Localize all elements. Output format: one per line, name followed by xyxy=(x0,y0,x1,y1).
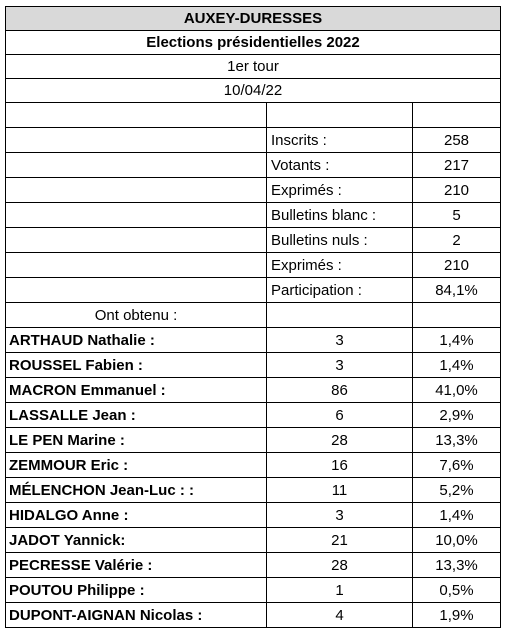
candidate-name: ZEMMOUR Eric : xyxy=(6,453,267,477)
stat-row xyxy=(5,278,501,303)
candidate-row xyxy=(5,578,501,603)
candidate-name: PECRESSE Valérie : xyxy=(6,553,267,577)
blank-cell xyxy=(6,103,267,127)
round-label: 1er tour xyxy=(227,58,279,75)
candidate-votes: 86 xyxy=(267,378,413,402)
candidate-name: ROUSSEL Fabien : xyxy=(6,353,267,377)
stat-row xyxy=(5,228,501,253)
stat-label: Votants : xyxy=(267,153,413,177)
header-row-round xyxy=(5,55,501,79)
candidate-votes: 6 xyxy=(267,403,413,427)
candidate-percent: 13,3% xyxy=(435,556,478,574)
blank-cell xyxy=(6,153,267,177)
candidate-percent: 41,0% xyxy=(435,381,478,399)
stat-value: 84,1% xyxy=(435,281,478,299)
stat-row xyxy=(5,128,501,153)
stat-value: 258 xyxy=(443,131,470,149)
candidate-name: MACRON Emmanuel : xyxy=(6,378,267,402)
candidate-votes: 28 xyxy=(267,428,413,452)
header-row-commune xyxy=(5,6,501,31)
blank-cell xyxy=(6,253,267,277)
blank-cell xyxy=(413,103,500,127)
candidate-percent: 13,3% xyxy=(435,431,478,449)
stat-label: Bulletins blanc : xyxy=(267,203,413,227)
candidate-votes: 16 xyxy=(267,453,413,477)
candidate-votes: 4 xyxy=(267,603,413,627)
blank-row xyxy=(5,103,501,128)
candidate-votes: 28 xyxy=(267,553,413,577)
candidate-votes: 3 xyxy=(267,503,413,527)
results-sheet xyxy=(5,6,501,628)
candidate-votes: 1 xyxy=(267,578,413,602)
candidate-percent: 5,2% xyxy=(439,481,474,499)
candidate-votes: 3 xyxy=(267,328,413,352)
stat-label: Exprimés : xyxy=(267,178,413,202)
election-title: Elections présidentielles 2022 xyxy=(146,34,360,51)
stat-row xyxy=(5,153,501,178)
candidate-name: JADOT Yannick: xyxy=(6,528,267,552)
candidate-votes: 11 xyxy=(267,478,413,502)
candidate-name: MÉLENCHON Jean-Luc : : xyxy=(6,478,267,502)
candidate-votes: 3 xyxy=(267,353,413,377)
candidate-name: LASSALLE Jean : xyxy=(6,403,267,427)
candidate-name: DUPONT-AIGNAN Nicolas : xyxy=(6,603,267,627)
stat-label: Bulletins nuls : xyxy=(267,228,413,252)
candidate-votes: 21 xyxy=(267,528,413,552)
candidate-name: POUTOU Philippe : xyxy=(6,578,267,602)
stat-value: 210 xyxy=(443,256,470,274)
results-label: Ont obtenu : xyxy=(6,303,267,327)
candidate-row xyxy=(5,478,501,503)
candidates-section xyxy=(5,328,501,628)
candidate-row xyxy=(5,403,501,428)
candidate-percent: 0,5% xyxy=(439,581,474,599)
commune-title: AUXEY-DURESSES xyxy=(183,10,323,27)
blank-cell xyxy=(267,103,413,127)
stat-row xyxy=(5,178,501,203)
blank-cell xyxy=(6,228,267,252)
candidate-percent: 10,0% xyxy=(435,531,478,549)
header-row-date xyxy=(5,79,501,103)
stat-row xyxy=(5,253,501,278)
candidate-row xyxy=(5,503,501,528)
candidate-percent: 1,4% xyxy=(439,356,474,374)
candidate-name: LE PEN Marine : xyxy=(6,428,267,452)
stat-value: 217 xyxy=(443,156,470,174)
candidate-percent: 1,4% xyxy=(439,331,474,349)
stat-label: Participation : xyxy=(267,278,413,302)
candidate-name: HIDALGO Anne : xyxy=(6,503,267,527)
stats-section xyxy=(5,128,501,303)
candidate-row xyxy=(5,328,501,353)
candidate-row xyxy=(5,603,501,628)
candidate-row xyxy=(5,378,501,403)
stat-row xyxy=(5,203,501,228)
stat-value: 2 xyxy=(452,231,461,249)
candidate-percent: 1,9% xyxy=(439,606,474,624)
results-label-row xyxy=(5,303,501,328)
header-row-election xyxy=(5,31,501,55)
candidate-percent: 7,6% xyxy=(439,456,474,474)
candidate-name: ARTHAUD Nathalie : xyxy=(6,328,267,352)
candidate-row xyxy=(5,528,501,553)
blank-cell xyxy=(267,303,413,327)
stat-value: 210 xyxy=(443,181,470,199)
blank-cell xyxy=(6,278,267,302)
candidate-percent: 2,9% xyxy=(439,406,474,424)
blank-cell xyxy=(413,303,500,327)
blank-cell xyxy=(6,178,267,202)
stat-label: Exprimés : xyxy=(267,253,413,277)
candidate-row xyxy=(5,553,501,578)
election-date: 10/04/22 xyxy=(223,82,283,99)
candidate-row xyxy=(5,353,501,378)
stat-value: 5 xyxy=(452,206,461,224)
candidate-row xyxy=(5,453,501,478)
candidate-row xyxy=(5,428,501,453)
blank-cell xyxy=(6,203,267,227)
candidate-percent: 1,4% xyxy=(439,506,474,524)
blank-cell xyxy=(6,128,267,152)
stat-label: Inscrits : xyxy=(267,128,413,152)
